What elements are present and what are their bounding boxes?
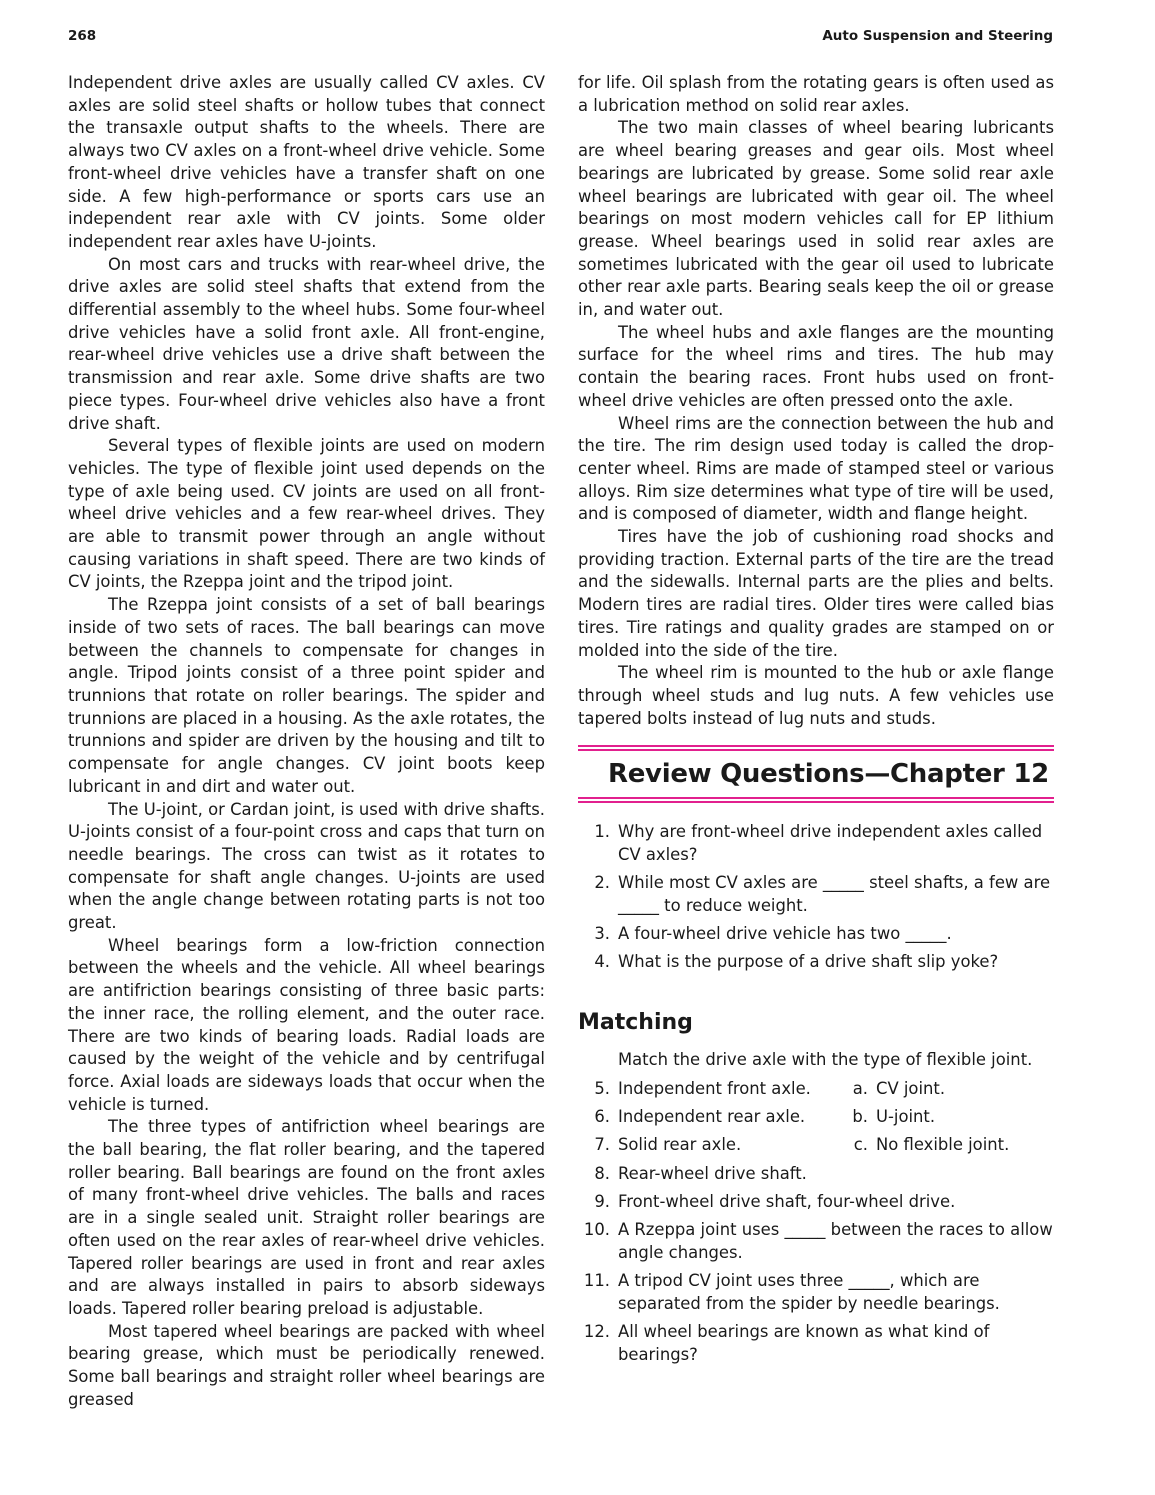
question-number: 12. [583,1321,610,1341]
question-number: 4. [594,952,610,972]
question-number: 7. [594,1135,610,1155]
divider [578,797,1054,799]
paragraph: Wheel rims are the connection between the hub and the tire. The rim design used today is called the drop-center wheel. Rims are made of stamped steel or various alloys. Rim size determines what type of tire will be used, and is composed of diameter, width and flange height. [578,413,1054,524]
question-text: All wheel bearings are known as what kind of bearings? [618,1321,990,1364]
paragraph: The three types of antifriction wheel bearings are the ball bearing, the flat roller bearing, and the tapered roller bearing. Ball bearings are found on the front axles of many front-wheel drive vehicles. The balls and races are in a single sealed unit. Straight roller bearings are often used on the rear axles of rear-wheel drive vehicles. Tapered roller bearings are used in front and rear axles and are always installed in pairs to absorb sideways loads. Tapered roller bearing preload is adjustable. [68,1117,545,1318]
question-number: 6. [594,1107,610,1127]
right-column [578,72,1054,730]
page-number: 268 [68,28,97,44]
question-text: A four-wheel drive vehicle has two _____. [618,923,952,943]
matching-answer [838,1134,1009,1157]
question-number: 9. [594,1191,610,1211]
question-item [578,1270,1054,1315]
answer-text: No flexible joint. [876,1135,1010,1155]
question-number: 5. [594,1079,610,1098]
question-item [578,1163,1054,1186]
paragraph: On most cars and trucks with rear-wheel drive, the drive axles are solid steel shafts that extend from the differential assembly to the wheel hubs. Some four-wheel drive vehicles have a solid front axle. All front-engine, rear-wheel drive vehicles use a drive shaft between the transmission and rear axle. Some drive shafts are two piece types. Four-wheel drive vehicles also have a front drive shaft. [68,254,545,433]
question-item [578,951,1054,974]
question-text: A Rzeppa joint uses _____ between the races to allow angle changes. [618,1220,1053,1262]
paragraph: Several types of flexible joints are used on modern vehicles. The type of flexible joint used depends on the type of axle being used. CV joints are used on all front-wheel drive vehicles and a few rear-wheel drives. They are able to transmit power through an angle without causing variations in shaft speed. There are two kinds of CV joints, the Rzeppa joint and the tripod joint. [68,436,545,592]
answer-letter: b. [852,1107,868,1127]
question-item [578,1321,1054,1366]
divider [578,801,1054,803]
question-item [578,872,1054,917]
question-text: What is the purpose of a drive shaft slip yoke? [618,952,999,972]
question-number: 8. [594,1163,610,1183]
paragraph: The Rzeppa joint consists of a set of ball bearings inside of two sets of races. The ball bearings can move between the channels to compensate for changes in angle. Tripod joints consist of a three point spider and trunnions that rotate on roller bearings. The spider and trunnions are placed in a housing. As the axle rotates, the trunnions and spider are driven by the housing and tilt to compensate for angle changes. CV joint boots keep lubricant in and dirt and water out. [68,595,545,796]
paragraph: for life. Oil splash from the rotating gears is often used as a lubrication method on solid rear axles. [578,73,1054,115]
paragraph: The wheel hubs and axle flanges are the mounting surface for the wheel rims and tires. The hub may contain the bearing races. Front hubs used on front-wheel drive vehicles are often pressed onto the axle. [578,322,1054,410]
question-number: 3. [594,923,610,943]
matching-intro: Match the drive axle with the type of flexible joint. [618,1050,1033,1069]
divider [578,745,1054,747]
question-item [578,1106,1054,1129]
paragraph: Independent drive axles are usually called CV axles. CV axles are solid steel shafts or hollow tubes that connect the transaxle output shafts to the wheels. There are always two CV axles on a front-wheel drive vehicle. Some front-wheel drive vehicles have a transfer shaft on one side. A few high-performance or sports cars use an independent rear axle with CV joints. Some older independent rear axles have U-joints. [68,73,545,251]
matching-questions [578,1078,1054,1372]
question-number: 1. [594,822,610,841]
paragraph: Most tapered wheel bearings are packed with wheel bearing grease, which must be periodically renewed. Some ball bearings and straight roller wheel bearings are greased [68,1321,545,1409]
question-item [578,1219,1054,1264]
paragraph: The U-joint, or Cardan joint, is used with drive shafts. U-joints consist of a four-point cross and caps that turn on needle bearings. The cross can twist as it rotates to compensate for shaft angle changes. U-joints are used when the angle change between rotating parts is not too great. [68,799,545,933]
paragraph: Tires have the job of cushioning road shocks and providing traction. External parts of the tire are the tread and the sidewalls. Internal parts are the plies and belts. Modern tires are radial tires. Older tires were called bias tires. Tire ratings and quality grades are stamped on or molded into the side of the tire. [578,527,1054,660]
book-title: Auto Suspension and Steering [822,28,1053,44]
paragraph: Wheel bearings form a low-friction connection between the wheels and the vehicle. All wheel bearings are antifriction bearings consisting of three basic parts: the inner race, the rolling element, and the outer race. There are two kinds of bearing loads. Radial loads are caused by the weight of the vehicle and by centrifugal force. Axial loads are sideways loads that occur when the vehicle is turned. [68,935,545,1114]
matching-title: Matching [578,1010,693,1035]
review-header [578,745,1054,803]
answer-text: U-joint. [876,1107,936,1127]
question-text: Solid rear axle. [618,1135,742,1155]
question-number: 10. [583,1220,610,1240]
answer-letter: a. [852,1079,868,1098]
answer-letter: c. [853,1135,868,1155]
question-number: 11. [583,1270,610,1290]
paragraph: The two main classes of wheel bearing lubricants are wheel bearing greases and gear oils. Most wheel bearings are lubricated by grease. Some solid rear axle wheel bearings are lubricated with gear oil. The wheel bearings on most modern vehicles call for EP lithium grease. Wheel bearings used in solid rear axles are sometimes lubricated with the gear oil used to lubricate other rear axle parts. Bearing seals keep the oil or grease in, and water out. [578,118,1054,320]
question-text: While most CV axles are _____ steel shafts, a few are _____ to reduce weight. [618,872,1051,915]
question-item [578,1191,1054,1214]
matching-answer [838,1106,935,1129]
question-item [578,923,1054,946]
question-text: Why are front-wheel drive independent axles called CV axles? [618,822,1043,864]
question-number: 2. [594,872,610,892]
left-column [68,72,545,1411]
question-text: A tripod CV joint uses three _____, which are separated from the spider by needle bearings. [618,1270,1000,1313]
answer-text: CV joint. [876,1079,946,1098]
question-item [578,821,1054,866]
question-text: Independent rear axle. [618,1107,806,1127]
review-questions [578,821,1054,979]
question-text: Rear-wheel drive shaft. [618,1163,807,1183]
question-item [578,1078,1054,1101]
running-head [68,28,1053,48]
question-text: Front-wheel drive shaft, four-wheel drive. [618,1191,956,1211]
matching-answer [838,1078,945,1101]
question-text: Independent front axle. [618,1079,811,1098]
paragraph: The wheel rim is mounted to the hub or axle flange through wheel studs and lug nuts. A few vehicles use tapered bolts instead of lug nuts and studs. [578,663,1054,728]
review-title: Review Questions—Chapter 12 [608,759,1049,789]
question-item [578,1134,1054,1157]
